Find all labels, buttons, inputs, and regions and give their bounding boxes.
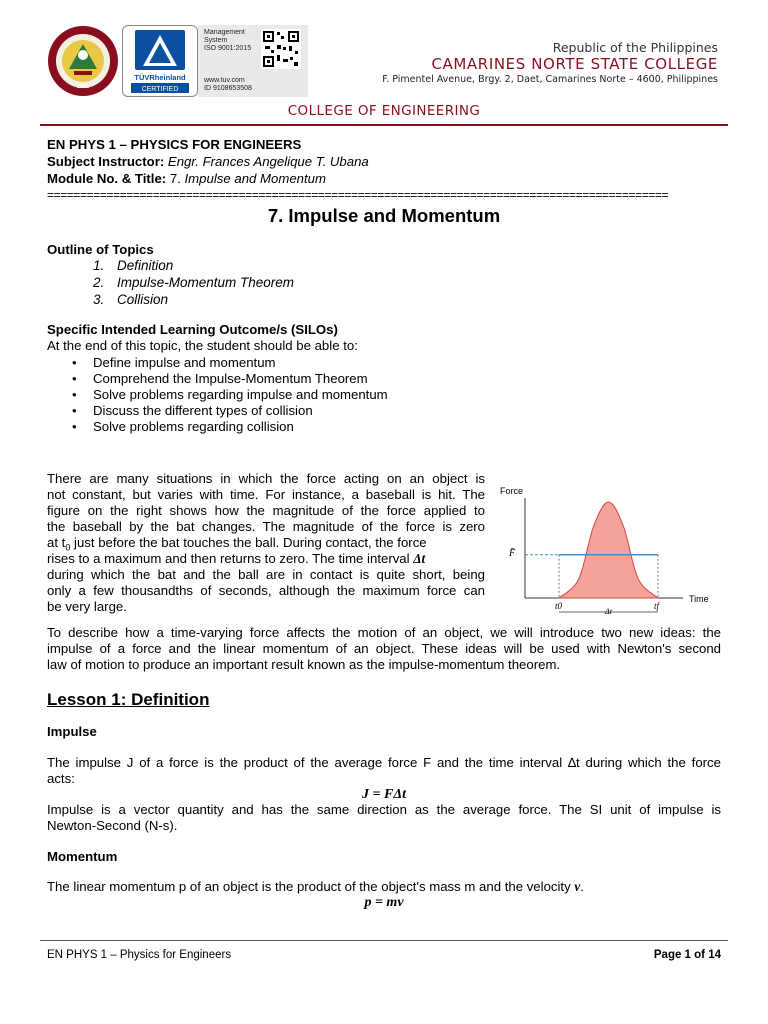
chart-tick-t0: t0 bbox=[555, 601, 563, 611]
force-time-chart bbox=[495, 480, 725, 616]
qr-code-icon bbox=[261, 29, 301, 69]
tuv-certification-logo bbox=[122, 25, 198, 97]
tuv-triangle-icon bbox=[123, 26, 197, 96]
course-title: EN PHYS 1 – PHYSICS FOR ENGINEERS bbox=[47, 137, 302, 152]
outline-item: 3. Collision bbox=[93, 292, 169, 307]
college-name: CAMARINES NORTE STATE COLLEGE bbox=[431, 55, 718, 73]
momentum-equation: p = mv bbox=[364, 895, 404, 910]
module-line bbox=[47, 171, 326, 187]
chart-tick-tf: tf bbox=[654, 601, 660, 611]
silos-heading: Specific Intended Learning Outcome/s (SILOs) bbox=[47, 322, 338, 337]
footer-divider bbox=[40, 940, 728, 941]
cert-line: Management bbox=[204, 29, 245, 36]
chart-interval-label: Δt bbox=[605, 607, 612, 616]
cert-line: ISO 9001:2015 bbox=[204, 45, 252, 52]
college-address: F. Pimentel Avenue, Brgy. 2, Daet, Camarines Norte – 4600, Philippines bbox=[382, 74, 718, 85]
department-name: COLLEGE OF ENGINEERING bbox=[287, 103, 481, 119]
outline-item: 2. Impulse-Momentum Theorem bbox=[93, 275, 295, 290]
footer-course: EN PHYS 1 – Physics for Engineers bbox=[47, 949, 232, 961]
impulse-heading: Impulse bbox=[47, 724, 97, 739]
instructor-line bbox=[47, 154, 369, 170]
republic-label: Republic of the Philippines bbox=[552, 40, 718, 55]
svg-text:TÜVRheinland: TÜVRheinland bbox=[134, 73, 186, 82]
describe-paragraph: To describe how a time-varying force affects the motion of an object, we will introduce two new ideas: the impulse of a force and the linear momentum of an object. These ideas will be used with Newton's second law of motion to produce an important result known as the impulse-momentum theorem. bbox=[47, 625, 721, 672]
svg-text:1992: 1992 bbox=[76, 84, 90, 90]
cert-line: System bbox=[204, 37, 228, 44]
intro-paragraph: There are many situations in which the force acting on an object is not constant, but varies with time. For instance, a baseball is hit. The figure on the right shows how the magnitude of the force applied to the baseball by the bat changes. The magnitude of the force is zero at $t_0$ just before the bat touches the ball. During contact, the force rises to a maximum and then returns to zero. The time interval Δt during which the bat and the ball are in contact is quite short, being only a few thousandths of seconds, although the maximum force can be very large. bbox=[47, 471, 485, 614]
chart-ylabel: Force bbox=[500, 486, 524, 496]
silos-intro: At the end of this topic, the student should be able to: bbox=[47, 338, 358, 353]
chart-avg-label: F̄ bbox=[509, 548, 516, 559]
certification-box bbox=[198, 25, 308, 97]
college-seal bbox=[47, 25, 119, 97]
momentum-definition: The linear momentum p of an object is the product of the object's mass m and the velocity v. bbox=[47, 879, 584, 894]
instructor-name: Engr. Frances Angelique T. Ubana bbox=[167, 154, 369, 169]
instructor-label: Subject Instructor: bbox=[47, 154, 165, 169]
module-title-inline: Impulse and Momentum bbox=[184, 171, 326, 186]
page-number: Page 1 of 14 bbox=[653, 949, 721, 961]
page-title: 7. Impulse and Momentum bbox=[267, 205, 501, 226]
silo-item: • Define impulse and momentum bbox=[72, 355, 276, 370]
outline-heading: Outline of Topics bbox=[47, 242, 154, 257]
silo-item: • Solve problems regarding impulse and momentum bbox=[72, 387, 388, 402]
cert-id: ID 9108653508 bbox=[204, 85, 252, 92]
header-divider bbox=[40, 124, 728, 126]
svg-text:CERTIFIED: CERTIFIED bbox=[141, 86, 179, 93]
silo-item: • Comprehend the Impulse-Momentum Theorem bbox=[72, 371, 368, 386]
module-number: 7. bbox=[169, 171, 181, 186]
momentum-heading: Momentum bbox=[47, 849, 118, 864]
impulse-vector-paragraph: Impulse is a vector quantity and has the same direction as the average force. The SI unit of impulse is Newton-Second (N-s). bbox=[47, 802, 721, 833]
chart-xlabel: Time bbox=[689, 594, 709, 604]
cert-url: www.tuv.com bbox=[204, 77, 245, 84]
outline-item: 1. Definition bbox=[93, 258, 174, 273]
silo-item: • Discuss the different types of collision bbox=[72, 403, 313, 418]
lesson-heading: Lesson 1: Definition bbox=[47, 690, 210, 709]
impulse-equation: J = FΔt bbox=[362, 787, 406, 802]
separator-line: ============================================================================================== bbox=[47, 188, 669, 202]
impulse-definition: The impulse J of a force is the product of the average force F and the time interval ∆t during which the force acts: bbox=[47, 755, 721, 786]
force-area bbox=[559, 502, 658, 598]
silo-item: • Solve problems regarding collision bbox=[72, 419, 294, 434]
module-label: Module No. & Title: bbox=[47, 171, 167, 186]
